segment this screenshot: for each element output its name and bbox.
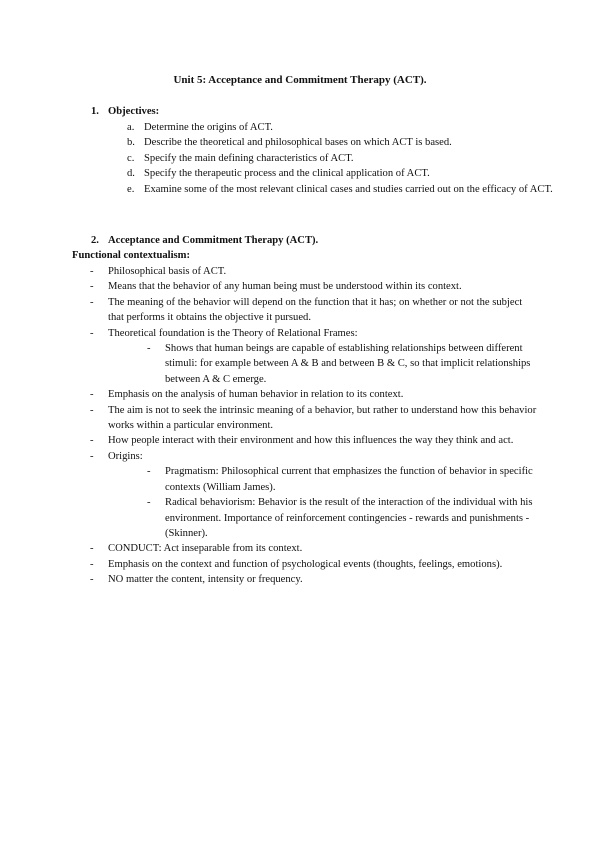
act-heading	[91, 233, 318, 248]
item-text: Emphasis on the context and function of psychological events (thoughts, feelings, emotions).	[108, 558, 503, 570]
list-item	[123, 120, 553, 135]
list-item: - The aim is not to seek the intrinsic meaning of a behavior, but rather to understand how this behavior works within a particular environment.	[90, 404, 537, 432]
item-text: How people interact with their environment and how this influences the way they think and act.	[108, 435, 514, 447]
list-item: - Means that the behavior of any human being must be understood within its context.	[90, 281, 462, 293]
sub-list	[108, 464, 538, 541]
list-item	[123, 166, 553, 181]
sub-list-item: - Pragmatism: Philosophical current that emphasizes the function of behavior in specific contexts (William James).	[147, 466, 533, 493]
sub-list-item: - Radical behaviorism: Behavior is the result of the interaction of the individual with his environment. Importance of reinforcement contingencies - rewards and punishments - (Skinner).	[147, 497, 533, 539]
item-text: Pragmatism: Philosophical current that emphasizes the function of behavior in specific contexts (William James).	[165, 466, 533, 493]
list-item	[123, 151, 553, 166]
contextualism-list	[88, 264, 538, 588]
section-title: Objectives:	[108, 106, 160, 117]
item-text: Theoretical foundation is the Theory of Relational Frames:	[108, 327, 358, 339]
list-item: - How people interact with their environment and how this influences the way they think and act.	[90, 435, 514, 447]
item-letter: d.	[127, 168, 135, 180]
list-item: - The meaning of the behavior will depend on the function that it has; on whether or not the subject that performs it obtains the objective it pursued.	[90, 296, 523, 324]
item-letter: a.	[127, 122, 135, 133]
page-title: Unit 5: Acceptance and Commitment Therapy (ACT).	[173, 74, 427, 86]
item-text: Examine some of the most relevant clinical cases and studies carried out on the efficacy of ACT.	[144, 183, 553, 195]
section-number: 1.	[91, 106, 99, 117]
list-item: - Emphasis on the analysis of human behavior in relation to its context.	[90, 389, 404, 401]
item-letter: e.	[127, 183, 135, 195]
list-item: - Theoretical foundation is the Theory of Relational Frames: - Shows that human beings are capable of establishing relationships between different stimuli: for example between A & B and between B & C, so that implicit relationships between A & C emerge.	[88, 326, 538, 388]
sub-list	[108, 341, 538, 387]
list-item: - CONDUCT: Act inseparable from its context.	[90, 543, 303, 555]
item-text: Radical behaviorism: Behavior is the result of the interaction of the individual with his environment. Importance of reinforcement contingencies - rewards and punishments - (Skinner).	[165, 497, 533, 539]
item-letter: b.	[127, 137, 135, 149]
item-text: Shows that human beings are capable of establishing relationships between different stimuli: for example between A & B and between B & C, so that implicit relationships between A & C emerge.	[165, 343, 531, 385]
item-text: NO matter the content, intensity or frequency.	[108, 574, 303, 586]
list-item: - Philosophical basis of ACT.	[90, 266, 227, 277]
item-letter: c.	[127, 152, 135, 164]
item-text: The aim is not to seek the intrinsic meaning of a behavior, but rather to understand how this behavior works within a particular environment.	[108, 404, 537, 432]
item-text: Philosophical basis of ACT.	[108, 266, 227, 277]
item-text: CONDUCT: Act inseparable from its context.	[108, 543, 303, 555]
objectives-list	[123, 120, 553, 197]
item-text: Describe the theoretical and philosophical bases on which ACT is based.	[144, 137, 452, 149]
section-title: Acceptance and Commitment Therapy (ACT).	[108, 235, 319, 246]
list-item: - NO matter the content, intensity or frequency.	[90, 574, 303, 586]
item-text: Specify the therapeutic process and the clinical application of ACT.	[144, 168, 430, 180]
item-text: Emphasis on the analysis of human behavior in relation to its context.	[108, 389, 404, 401]
item-text: Means that the behavior of any human being must be understood within its context.	[108, 281, 462, 293]
item-text: Determine the origins of ACT.	[144, 122, 273, 133]
list-item	[123, 135, 553, 150]
objectives-heading	[91, 104, 159, 119]
list-item: - Origins: - Pragmatism: Philosophical current that emphasizes the function of behavior in specific contexts (William James). - Radical behaviorism: Behavior is the result of the interaction of the individual with his environment. Importance of reinforcement contingencies - rewards and punishments - (Skinner).	[88, 449, 538, 541]
functional-contextualism-heading: Functional contextualism:	[72, 250, 191, 261]
item-text: Specify the main defining characteristics of ACT.	[144, 152, 354, 164]
section-number: 2.	[91, 235, 99, 246]
item-text: Origins:	[108, 450, 143, 462]
list-item	[123, 182, 553, 197]
list-item: - Emphasis on the context and function of psychological events (thoughts, feelings, emotions).	[90, 558, 503, 570]
item-text: The meaning of the behavior will depend on the function that it has; on whether or not the subject that performs it obtains the objective it pursued.	[108, 296, 523, 324]
sub-list-item: - Shows that human beings are capable of establishing relationships between different stimuli: for example between A & B and between B & C, so that implicit relationships between A & C emerge.	[147, 343, 531, 385]
